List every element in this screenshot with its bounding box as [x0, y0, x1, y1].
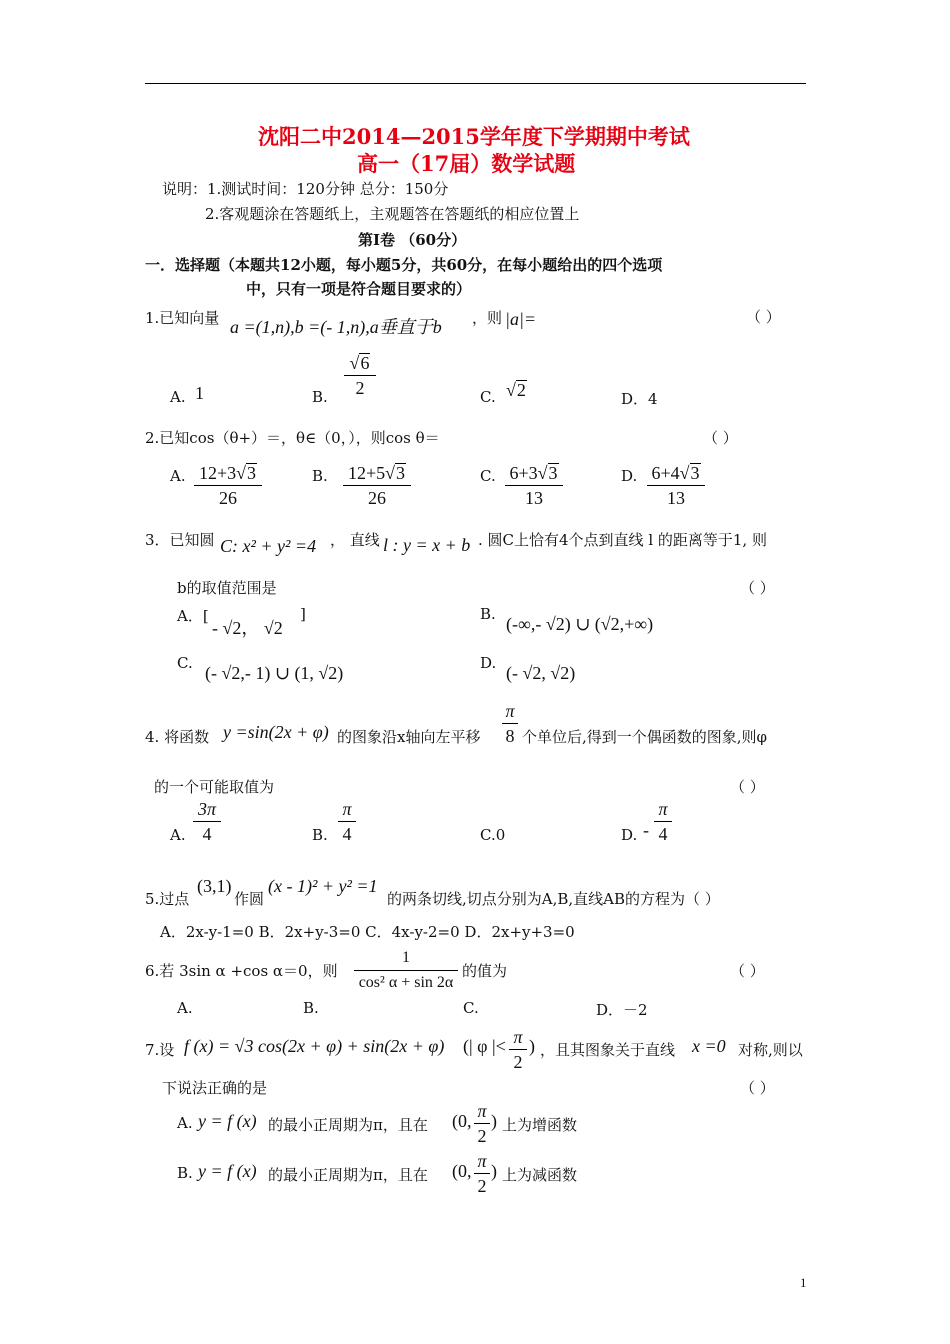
q4-option-b-fraction: π 4 [338, 798, 356, 845]
q4-option-d-sign: - [643, 820, 649, 840]
section-title-cont: 中，只有一项是符合题目要求的） [246, 280, 472, 298]
q4-stem-b: 的图象沿x轴向左平移 [337, 728, 481, 746]
q6-stem: 6.若 3sin α +cos α＝0，则 [145, 962, 338, 980]
q4-stem: 4. 将函数 [145, 728, 210, 746]
part-title: 第Ⅰ卷 （60分） [358, 231, 467, 249]
q2-option-b: B. [312, 467, 328, 485]
q3-circle-equation: C: x² + y² =4 [220, 536, 317, 556]
q2-option-d: D. [621, 467, 638, 485]
q1-option-b-fraction: √6 2 [344, 352, 376, 399]
q6-option-a: A. [177, 999, 193, 1017]
q6-option-d: D．－2 [596, 1001, 648, 1019]
q5-stem-c: 的两条切线,切点分别为A,B,直线AB的方程为（ ） [387, 890, 720, 908]
q6-paren: （ ） [730, 962, 765, 980]
q5-stem-b: 作圆 [234, 890, 265, 908]
q3-line-equation: l : y = x + b [383, 535, 471, 555]
q7-stem-line2: 下说法正确的是 [162, 1079, 268, 1097]
q1-option-c: C. [480, 388, 496, 406]
q3-stem: 3．已知圆 [145, 531, 215, 549]
q3-option-d-value: (- √2, √2) [506, 663, 576, 683]
q2-stem: 2.已知cos（θ+）＝，θ∈（0，），则cos θ＝ [145, 429, 440, 447]
q4-option-a-fraction: 3π 4 [193, 798, 221, 845]
q4-option-d: D. [621, 826, 638, 844]
exam-subtitle: 高一（17届）数学试题 [357, 151, 576, 176]
q7-stem-b: ，且其图象关于直线 [540, 1041, 676, 1059]
q3-option-a-close: ] [300, 605, 306, 623]
q2-option-b-fraction: 12+5√3 26 [343, 462, 411, 509]
q2-option-c: C. [480, 467, 496, 485]
q7-function: f (x) = √3 cos(2x + φ) + sin(2x + φ) [184, 1036, 445, 1056]
section-title: 一．选择题（本题共12小题，每小题5分，共60分，在每小题给出的四个选项 [145, 256, 663, 274]
q1-option-b-num: 6 [360, 353, 370, 373]
q6-option-b: B. [303, 999, 319, 1017]
q1-stem: 1.已知向量 [145, 309, 220, 327]
q7-condition: (| φ |< [463, 1036, 506, 1056]
q7-paren: （ ） [740, 1079, 775, 1097]
note-line-2: 2.客观题涂在答题纸上，主观题答在答题纸的相应位置上 [205, 205, 580, 223]
q6-stem-b: 的值为 [462, 962, 508, 980]
q7-stem-c: 对称,则以 [738, 1041, 803, 1059]
exam-title: 沈阳二中2014—2015学年度下学期期中考试 [258, 124, 690, 149]
q7-stem: 7.设 [145, 1041, 175, 1059]
q1-option-a: A. [170, 388, 186, 406]
q3-option-c-value: (- √2,- 1) ∪ (1, √2) [205, 663, 344, 683]
q1-option-b: B. [312, 388, 328, 406]
q6-fraction: 1 cos² α + sin 2α [354, 947, 458, 994]
q7-condition-close: ) [529, 1036, 535, 1056]
q2-option-a-fraction: 12+3√3 26 [194, 462, 262, 509]
q5-options: A．2x-y-1=0 B．2x+y-3=0 C．4x-y-2=0 D．2x+y+3=0 [160, 923, 575, 941]
q5-point: (3,1) [197, 876, 232, 896]
q4-stem-c: 个单位后,得到一个偶函数的图象,则φ [522, 728, 768, 746]
q4-option-d-fraction: π 4 [654, 798, 672, 845]
q3-stem-line2: b的取值范围是 [177, 579, 277, 597]
q5-circle: (x - 1)² + y² =1 [268, 876, 378, 896]
q1-option-c-value: √2 [506, 380, 526, 400]
q1-option-d: D．4 [621, 390, 658, 408]
q3-option-d: D. [480, 654, 497, 672]
q4-option-c: C.0 [480, 826, 506, 844]
q4-shift-fraction: π 8 [502, 700, 518, 747]
q1-tail: ，则 [472, 309, 503, 327]
q1-paren: （ ） [746, 308, 781, 326]
q4-function: y =sin(2x + φ) [223, 722, 329, 742]
q1-abs: |a|= [505, 309, 537, 329]
q1-vectors: a =(1,n),b =(- 1,n),a垂直于b [230, 317, 442, 337]
page-number: 1 [800, 1275, 807, 1290]
q2-option-d-fraction: 6+4√3 13 [647, 462, 705, 509]
q3-paren: （ ） [740, 579, 775, 597]
q4-stem-line2: 的一个可能取值为 [154, 778, 275, 796]
q2-option-c-fraction: 6+3√3 13 [505, 462, 563, 509]
q6-option-c: C. [463, 999, 479, 1017]
q7-axis: x =0 [692, 1036, 726, 1056]
q3-option-b-value: (-∞,- √2) ∪ (√2,+∞) [506, 614, 654, 634]
q3-stem-c: . 圆C上恰有4个点到直线 l 的距离等于1, 则 [478, 531, 767, 549]
q2-option-a: A. [170, 467, 186, 485]
header-rule [145, 83, 806, 84]
q4-option-b: B. [312, 826, 328, 844]
q7-condition-fraction: π 2 [509, 1026, 527, 1073]
q5-stem: 5.过点 [145, 890, 190, 908]
q1-option-b-den: 2 [355, 378, 365, 398]
q3-option-a-value: - √2， √2 [212, 618, 283, 638]
q3-option-b: B. [480, 605, 496, 623]
q4-paren: （ ） [730, 778, 765, 796]
q2-paren: （ ） [703, 429, 738, 447]
note-line-1: 说明：1.测试时间：120分钟 总分：150分 [162, 180, 449, 198]
q3-option-a: A．[ [177, 607, 209, 625]
q3-option-c: C. [177, 654, 193, 672]
q3-stem-b: ， 直线 [330, 531, 380, 549]
q1-option-a-value: 1 [195, 383, 204, 403]
q4-option-a: A. [170, 826, 186, 844]
